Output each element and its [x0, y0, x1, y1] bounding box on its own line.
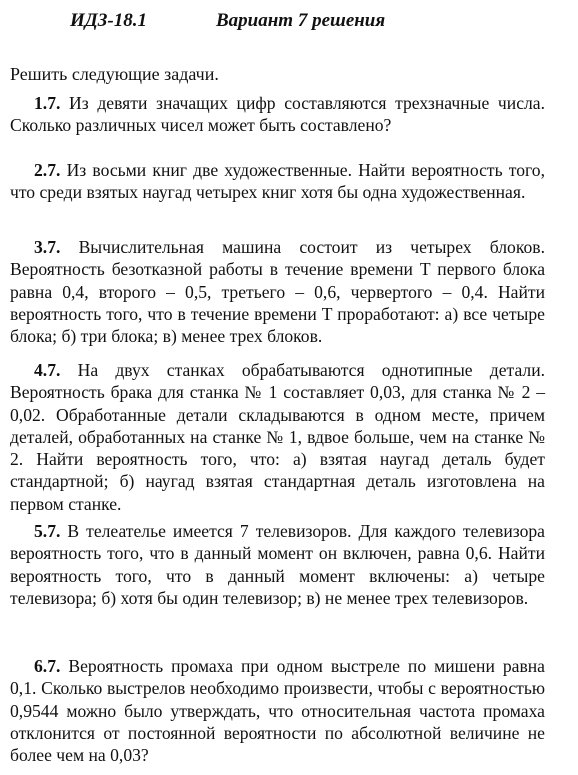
problem-6	[10, 655, 545, 766]
problem-text: Вероятность промаха при одном выстреле по мишени равна 0,1. Сколько выстрелов необходимо произвести, чтобы с вероятностью 0,9544 можно было утверждать, что относительная частота промаха отклонится от постоянной вероятности по абсолютной величине не более чем на 0,03?	[10, 656, 545, 766]
problem-text: В телеателье имеется 7 телевизоров. Для каждого телевизора вероятность того, что в данный момент он включен, равна 0,6. Найти вероятность того, что в данный момент включены: а) четыре телевизора; б) хотя бы один телевизор; в) не менее трех телевизоров.	[10, 521, 545, 608]
problem-1	[10, 92, 545, 137]
problem-text: Из восьми книг две художественные. Найти вероятность того, что среди взятых наугад четырех книг хотя бы одна художественная.	[10, 160, 545, 203]
problem-text: Из девяти значащих цифр составляются трехзначные числа. Сколько различных чисел может быть составлено?	[10, 93, 545, 136]
problem-text: Вычислительная машина состоит из четырех блоков. Вероятность безотказной работы в течение времени T первого блока равна 0,4, второго – 0,5, третьего – 0,6, червертого – 0,4. Найти вероятность того, что в течение времени T проработают: а) все четыре блока; б) три блока; в) менее трех блоков.	[10, 237, 545, 347]
problem-4	[10, 359, 545, 515]
intro-text: Решить следующие задачи.	[10, 64, 219, 84]
problem-3	[10, 236, 545, 347]
problem-number: 5.7.	[34, 521, 61, 541]
problem-number: 2.7.	[34, 160, 61, 180]
problem-number: 3.7.	[34, 237, 61, 257]
variant-title: Вариант 7 решения	[216, 10, 386, 31]
page-header	[0, 10, 578, 36]
problem-number: 1.7.	[34, 93, 61, 113]
problem-text: На двух станках обрабатываются однотипные детали. Вероятность брака для станка № 1 составляет 0,03, для станка № 2 – 0,02. Обработанные детали складываются в одном месте, причем деталей, обработанных на станке № 1, вдвое больше, чем на станке № 2. Найти вероятность того, что: а) взятая наугад деталь будет стандартной; б) наугад взятая стандартная деталь изготовлена на первом станке.	[10, 360, 546, 514]
problem-2	[10, 159, 545, 204]
problem-number: 6.7.	[34, 656, 61, 676]
problem-number: 4.7.	[34, 360, 61, 380]
assignment-code: ИДЗ-18.1	[70, 10, 148, 31]
problem-5	[10, 520, 545, 609]
